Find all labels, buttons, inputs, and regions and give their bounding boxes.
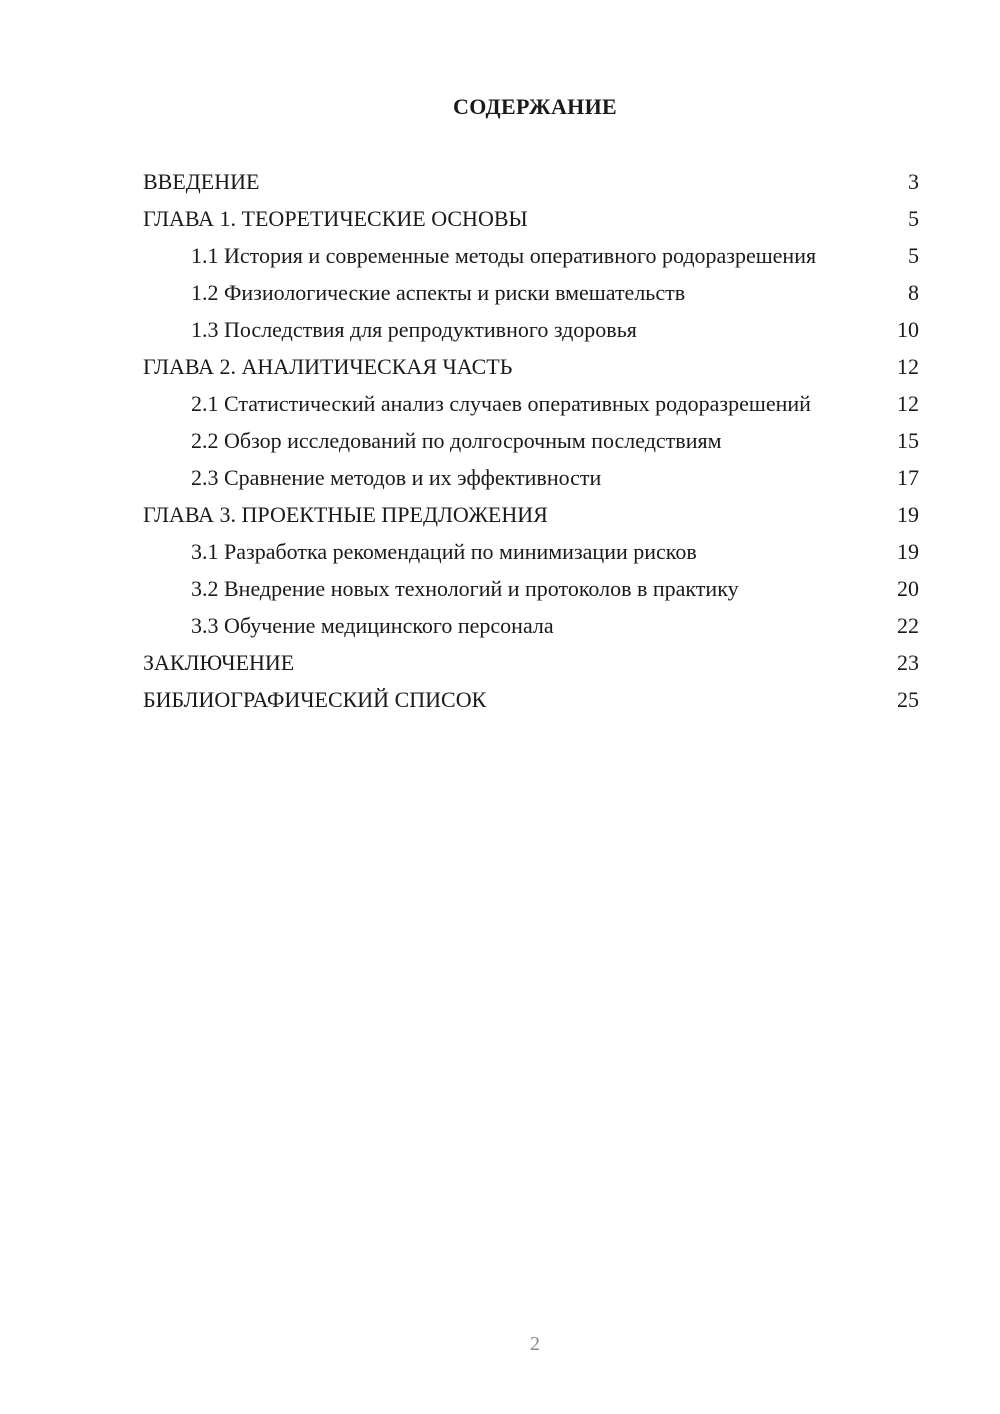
toc-entry-label: БИБЛИОГРАФИЧЕСКИЙ СПИСОК <box>143 687 487 712</box>
toc-subentry <box>143 427 919 454</box>
toc-subentry-label: 3.1 Разработка рекомендаций по минимизации рисков <box>191 539 697 564</box>
toc-entry <box>143 353 919 380</box>
toc-subentry-label: 3.3 Обучение медицинского персонала <box>191 613 554 638</box>
table-of-contents <box>143 168 919 723</box>
toc-subentry-page: 20 <box>897 576 919 601</box>
toc-subentry <box>143 316 919 343</box>
toc-subentry-label: 1.3 Последствия для репродуктивного здоровья <box>191 317 637 342</box>
page-title: СОДЕРЖАНИЕ <box>453 94 617 119</box>
toc-subentry-label: 2.3 Сравнение методов и их эффективности <box>191 465 602 490</box>
toc-subentry <box>143 390 919 417</box>
toc-entry <box>143 501 919 528</box>
toc-subentry <box>143 464 919 491</box>
toc-subentry-page: 19 <box>897 539 919 564</box>
toc-entry <box>143 205 919 232</box>
toc-subentry-page: 12 <box>897 391 919 416</box>
toc-subentry-page: 15 <box>897 428 919 453</box>
toc-subentry-label: 2.1 Статистический анализ случаев оперативных родоразрешений <box>191 391 811 416</box>
toc-entry <box>143 686 919 713</box>
toc-subentry-page: 8 <box>908 280 919 305</box>
toc-entry-label: ГЛАВА 1. ТЕОРЕТИЧЕСКИЕ ОСНОВЫ <box>143 206 528 231</box>
page-number: 2 <box>530 1333 540 1355</box>
toc-entry <box>143 649 919 676</box>
toc-entry-page: 3 <box>908 169 919 194</box>
toc-entry-label: ВВЕДЕНИЕ <box>143 169 260 194</box>
toc-entry <box>143 168 919 195</box>
toc-entry-page: 25 <box>897 687 919 712</box>
toc-entry-page: 12 <box>897 354 919 379</box>
toc-subentry-label: 3.2 Внедрение новых технологий и протоколов в практику <box>191 576 739 601</box>
toc-subentry-label: 1.2 Физиологические аспекты и риски вмешательств <box>191 280 686 305</box>
toc-subentry <box>143 612 919 639</box>
toc-entry-label: ГЛАВА 3. ПРОЕКТНЫЕ ПРЕДЛОЖЕНИЯ <box>143 502 548 527</box>
toc-subentry-label: 2.2 Обзор исследований по долгосрочным последствиям <box>191 428 722 453</box>
toc-entry-page: 5 <box>908 206 919 231</box>
toc-subentry <box>143 538 919 565</box>
toc-entry-page: 23 <box>897 650 919 675</box>
toc-subentry <box>143 575 919 602</box>
toc-subentry-page: 22 <box>897 613 919 638</box>
toc-subentry-label: 1.1 История и современные методы оперативного родоразрешения <box>191 243 817 268</box>
toc-subentry <box>143 279 919 306</box>
toc-entry-label: ЗАКЛЮЧЕНИЕ <box>143 650 295 675</box>
toc-subentry-page: 10 <box>897 317 919 342</box>
toc-entry-page: 19 <box>897 502 919 527</box>
toc-subentry <box>143 242 919 269</box>
toc-subentry-page: 17 <box>897 465 919 490</box>
toc-subentry-page: 5 <box>908 243 919 268</box>
toc-entry-label: ГЛАВА 2. АНАЛИТИЧЕСКАЯ ЧАСТЬ <box>143 354 513 379</box>
